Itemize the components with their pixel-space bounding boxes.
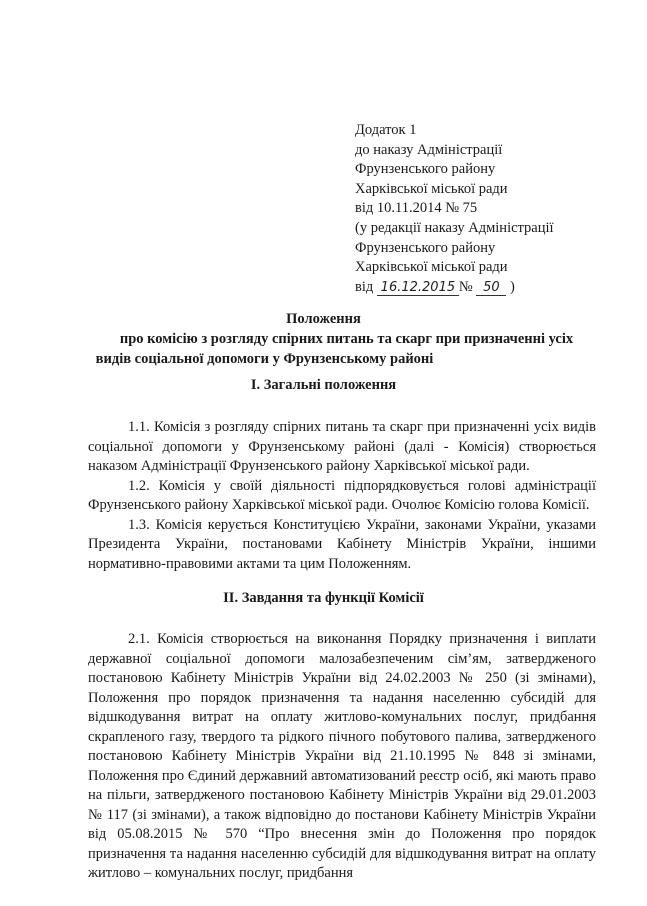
annex-line: до наказу Адміністрації [355,141,503,158]
paragraph: 1.3. Комісія керується Конституцією України, законами України, указами Президента України, постановами Кабінету Міністрів України, іншими нормативно-правовими актами та цим Положенням. [88,516,596,572]
annex-from-label: від [355,278,374,295]
annex-line: Харківської міської ради [355,259,508,276]
section-heading: ІІ. Завдання та функції Комісії [223,590,424,606]
annex-close-paren: ) [509,278,515,295]
paragraph: 1.2. Комісія у своїй діяльності підпорядковується голові адміністрації Фрунзенського району Харківської міської ради. Очолює Комісію голова Комісії. [88,477,596,513]
annex-block [355,121,554,297]
section-body [88,630,596,884]
annex-line: Фрунзенського району [355,239,496,256]
annex-line: Фрунзенського району [355,161,496,178]
paragraph: 2.1. Комісія створюється на виконання Порядку призначення і виплати державної соціальної допомоги малозабезпеченим сім’ям, затвердженого постановою Кабінету Міністрів України від 24.02.2003 № 250 (зі змінами), Положення про порядок призначення та надання населенню субсидій для відшкодування витрат на оплату житлово-комунальних послуг, придбання скрапленого газу, твердого та рідкого пічного побутового палива, затвердженого постановою Кабінету Міністрів України від 21.10.1995 № 848 зі змінами, Положення про Єдиний державний автоматизований реєстр осіб, які мають право на пільги, затвердженого постановою Кабінету Міністрів України від 29.01.2003 № 117 (зі змінами), а також відповідно до постанови Кабінету Міністрів України від 05.08.2015 № 570 “Про внесення змін до Положення про порядок призначення та надання населенню субсидій для відшкодування витрат на оплату житлово – комунальних послуг, придбання [88,631,596,881]
handwritten-number: 50 [476,281,506,296]
annex-line: (у редакції наказу Адміністрації [355,219,554,236]
annex-number-label: № [458,278,473,295]
annex-line: від 10.11.2014 № 75 [355,200,478,217]
section-body [88,418,596,574]
document-title [0,309,647,369]
annex-line: Харківської міської ради [355,180,508,197]
title-line: Положення [286,311,361,327]
title-line: про комісію з розгляду спірних питань та скарг при призначенні усіх [119,331,574,347]
title-line: видів соціальної допомоги у Фрунзенському районі [95,351,434,367]
annex-edition-line [355,278,554,298]
annex-line: Додаток 1 [355,122,417,138]
handwritten-date: 16.12.2015 [377,281,459,296]
paragraph: 1.1. Комісія з розгляду спірних питань та скарг при призначенні усіх видів соціальної допомоги у Фрунзенському районі (далі - Комісія) створюється наказом Адміністрації Фрунзенського району Харківської міської ради. [88,419,596,474]
section-heading: І. Загальні положення [250,377,397,393]
